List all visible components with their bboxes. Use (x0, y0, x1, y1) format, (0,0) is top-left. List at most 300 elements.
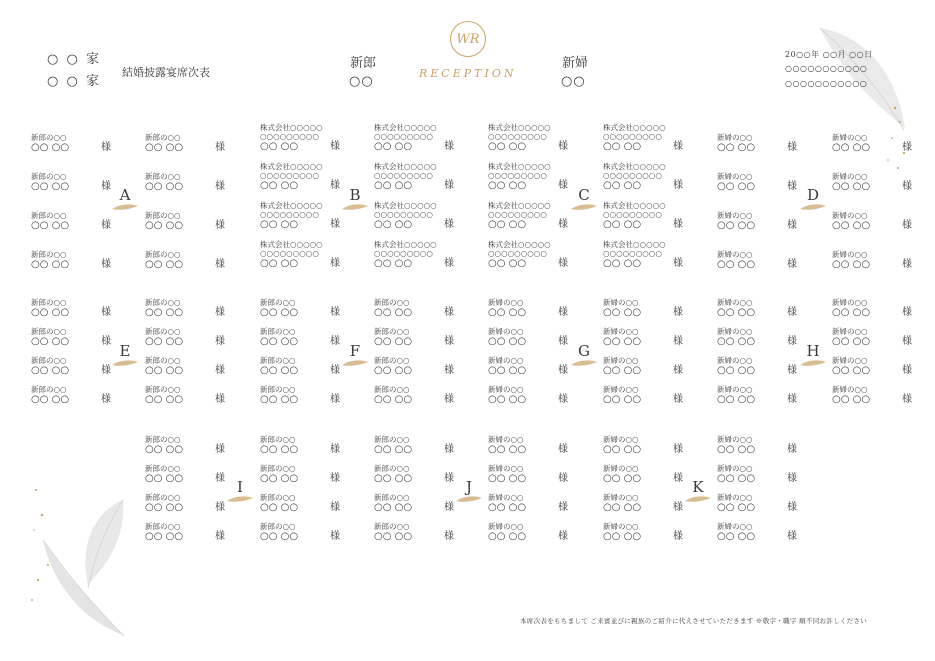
guest-name: ○○ ○○ (717, 142, 756, 153)
guest-name: ○○ ○○ (374, 531, 413, 542)
guest-name: ○○ ○○ (603, 258, 642, 269)
guest-name: ○○ ○○ (717, 444, 756, 455)
guest-entry (260, 123, 340, 153)
guest-name: ○○ ○○ (374, 219, 413, 230)
guest-relation: 新婦の○○ (488, 493, 524, 502)
guest-honorific: 様 (787, 181, 797, 192)
guest-name: ○○ ○○ (260, 444, 299, 455)
guest-relation: 株式会社○○○○○ (260, 123, 323, 132)
guest-entry (717, 522, 797, 543)
guest-entry (374, 298, 454, 319)
guest-honorific: 様 (673, 473, 683, 484)
guest-entry (260, 201, 340, 231)
table-label-e: E (119, 342, 131, 360)
guest-honorific: 様 (558, 531, 568, 542)
guest-relation: 新婦の○○ (717, 172, 753, 181)
guest-name: ○○ ○○ (488, 258, 527, 269)
guest-relation: 新婦の○○ (832, 298, 868, 307)
guest-name: ○○ ○○ (31, 307, 70, 318)
guest-honorific: 様 (215, 142, 225, 153)
guest-name: ○○ ○○ (488, 531, 527, 542)
guest-name: ○○ ○○ (31, 259, 70, 270)
guest-entry (603, 327, 683, 348)
reception-title: RECEPTION (419, 67, 517, 80)
guest-relation: 新郎の○○ (31, 385, 67, 394)
guest-relation: 株式会社○○○○○ (260, 162, 323, 171)
guest-relation: 新婦の○○ (603, 493, 639, 502)
guest-name: ○○ ○○ (145, 473, 184, 484)
guest-entry (717, 250, 797, 271)
guest-name: ○○ ○○ (603, 473, 642, 484)
guest-entry (488, 201, 568, 231)
guest-relation: 新郎の○○ (374, 435, 410, 444)
guest-name: ○○ ○○ (488, 219, 527, 230)
guest-relation: 新婦の○○ (488, 298, 524, 307)
guest-relation: 株式会社○○○○○ (603, 162, 666, 171)
guest-relation: 新婦の○○ (832, 172, 868, 181)
guest-honorific: 様 (787, 444, 797, 455)
guest-entry (374, 123, 454, 153)
guest-honorific: 様 (215, 531, 225, 542)
guest-entry (488, 162, 568, 192)
guest-honorific: 様 (215, 394, 225, 405)
guest-relation: 新婦の○○ (717, 250, 753, 259)
guest-relation: 新郎の○○ (260, 385, 296, 394)
guest-honorific: 様 (101, 220, 111, 231)
guest-title: ○○○○○○○○○ (488, 132, 547, 141)
guest-title: ○○○○○○○○○ (260, 171, 319, 180)
guest-name: ○○ ○○ (717, 307, 756, 318)
guest-entry (374, 162, 454, 192)
guest-name: ○○ ○○ (31, 142, 70, 153)
guest-entry (488, 298, 568, 319)
guest-title: ○○○○○○○○○ (374, 249, 433, 258)
guest-relation: 新郎の○○ (31, 356, 67, 365)
guest-honorific: 様 (787, 502, 797, 513)
guest-title: ○○○○○○○○○ (374, 171, 433, 180)
guest-honorific: 様 (902, 336, 912, 347)
guest-honorific: 様 (558, 141, 568, 152)
guest-entry (603, 240, 683, 270)
guest-relation: 新婦の○○ (603, 356, 639, 365)
guest-honorific: 様 (902, 307, 912, 318)
guest-entry (260, 435, 340, 456)
guest-honorific: 様 (558, 258, 568, 269)
guest-honorific: 様 (101, 307, 111, 318)
guest-entry (717, 133, 797, 154)
guest-name: ○○ ○○ (603, 180, 642, 191)
guest-name: ○○ ○○ (31, 181, 70, 192)
guest-title: ○○○○○○○○○ (260, 249, 319, 258)
guest-entry (488, 464, 568, 485)
table-label-g: G (578, 342, 590, 360)
guest-honorific: 様 (330, 180, 340, 191)
guest-honorific: 様 (444, 531, 454, 542)
guest-entry (488, 435, 568, 456)
guest-relation: 新婦の○○ (603, 435, 639, 444)
guest-honorific: 様 (558, 394, 568, 405)
guest-honorific: 様 (101, 394, 111, 405)
guest-entry (260, 298, 340, 319)
guest-honorific: 様 (101, 142, 111, 153)
guest-honorific: 様 (787, 473, 797, 484)
guest-entry (145, 435, 225, 456)
guest-name: ○○ ○○ (717, 531, 756, 542)
guest-relation: 新婦の○○ (717, 211, 753, 220)
gold-leaf-icon (799, 359, 827, 367)
guest-name: ○○ ○○ (260, 258, 299, 269)
guest-relation: 新婦の○○ (603, 327, 639, 336)
guest-name: ○○ ○○ (717, 259, 756, 270)
guest-honorific: 様 (787, 142, 797, 153)
guest-relation: 株式会社○○○○○ (260, 240, 323, 249)
guest-honorific: 様 (673, 180, 683, 191)
guest-honorific: 様 (673, 394, 683, 405)
guest-honorific: 様 (902, 394, 912, 405)
guest-relation: 新郎の○○ (260, 435, 296, 444)
guest-name: ○○ ○○ (832, 181, 871, 192)
guest-entry (832, 133, 912, 154)
guest-entry (603, 162, 683, 192)
gold-leaf-icon (226, 495, 254, 503)
guest-entry (717, 327, 797, 348)
gold-leaf-icon (111, 203, 139, 211)
guest-relation: 新郎の○○ (145, 435, 181, 444)
guest-relation: 新郎の○○ (145, 356, 181, 365)
guest-title: ○○○○○○○○○ (374, 132, 433, 141)
guest-relation: 株式会社○○○○○ (488, 240, 551, 249)
guest-honorific: 様 (444, 258, 454, 269)
guest-name: ○○ ○○ (488, 394, 527, 405)
guest-name: ○○ ○○ (488, 141, 527, 152)
guest-relation: 新郎の○○ (31, 298, 67, 307)
guest-entry (717, 211, 797, 232)
guest-name: ○○ ○○ (488, 307, 527, 318)
guest-relation: 新婦の○○ (488, 522, 524, 531)
guest-relation: 新郎の○○ (260, 464, 296, 473)
groom-name: ○○ (349, 74, 374, 89)
guest-honorific: 様 (215, 307, 225, 318)
venue-line-2: ○○○○○○○○○○○ (785, 79, 868, 88)
guest-name: ○○ ○○ (145, 259, 184, 270)
guest-entry (374, 240, 454, 270)
guest-relation: 新婦の○○ (717, 464, 753, 473)
page-title: 結婚披露宴席次表 (122, 66, 210, 79)
guest-name: ○○ ○○ (31, 336, 70, 347)
guest-name: ○○ ○○ (145, 220, 184, 231)
guest-name: ○○ ○○ (145, 181, 184, 192)
guest-entry (488, 522, 568, 543)
guest-entry (832, 356, 912, 377)
guest-relation: 新婦の○○ (832, 356, 868, 365)
guest-name: ○○ ○○ (374, 394, 413, 405)
guest-name: ○○ ○○ (260, 336, 299, 347)
guest-honorific: 様 (444, 365, 454, 376)
guest-relation: 新郎の○○ (145, 172, 181, 181)
guest-honorific: 様 (787, 365, 797, 376)
table-label-d: D (806, 186, 820, 204)
guest-entry (374, 201, 454, 231)
guest-name: ○○ ○○ (145, 502, 184, 513)
family-left-2: ○ ○ 家 (47, 74, 101, 89)
guest-entry (717, 464, 797, 485)
guest-title: ○○○○○○○○○ (603, 210, 662, 219)
guest-honorific: 様 (673, 502, 683, 513)
guest-name: ○○ ○○ (832, 142, 871, 153)
guest-title: ○○○○○○○○○ (603, 171, 662, 180)
guest-relation: 株式会社○○○○○ (374, 162, 437, 171)
guest-name: ○○ ○○ (488, 180, 527, 191)
guest-honorific: 様 (787, 307, 797, 318)
guest-relation: 新郎の○○ (374, 385, 410, 394)
gold-leaf-icon (341, 203, 369, 211)
guest-honorific: 様 (558, 307, 568, 318)
guest-name: ○○ ○○ (603, 307, 642, 318)
guest-relation: 新郎の○○ (145, 211, 181, 220)
guest-honorific: 様 (673, 141, 683, 152)
guest-name: ○○ ○○ (374, 502, 413, 513)
guest-name: ○○ ○○ (832, 336, 871, 347)
bride-name: ○○ (561, 74, 586, 89)
venue-line-1: ○○○○○○○○○○○ (785, 64, 868, 73)
guest-name: ○○ ○○ (488, 336, 527, 347)
guest-honorific: 様 (558, 219, 568, 230)
guest-honorific: 様 (673, 365, 683, 376)
guest-honorific: 様 (101, 336, 111, 347)
guest-name: ○○ ○○ (603, 502, 642, 513)
guest-entry (374, 522, 454, 543)
guest-honorific: 様 (330, 502, 340, 513)
guest-entry (145, 522, 225, 543)
guest-honorific: 様 (787, 220, 797, 231)
guest-entry (145, 298, 225, 319)
guest-honorific: 様 (673, 219, 683, 230)
guest-relation: 新郎の○○ (374, 298, 410, 307)
guest-honorific: 様 (215, 181, 225, 192)
groom-label: 新郎 (350, 56, 377, 71)
guest-relation: 新婦の○○ (717, 522, 753, 531)
guest-name: ○○ ○○ (374, 473, 413, 484)
guest-relation: 新婦の○○ (717, 327, 753, 336)
guest-relation: 新婦の○○ (603, 298, 639, 307)
guest-name: ○○ ○○ (488, 365, 527, 376)
guest-name: ○○ ○○ (374, 307, 413, 318)
guest-name: ○○ ○○ (31, 365, 70, 376)
guest-relation: 株式会社○○○○○ (488, 123, 551, 132)
guest-name: ○○ ○○ (260, 502, 299, 513)
feather-decoration-top-right (800, 18, 915, 178)
guest-relation: 新婦の○○ (488, 327, 524, 336)
guest-entry (603, 298, 683, 319)
gold-leaf-icon (570, 359, 598, 367)
guest-name: ○○ ○○ (603, 141, 642, 152)
guest-relation: 新婦の○○ (603, 385, 639, 394)
guest-relation: 新婦の○○ (717, 385, 753, 394)
guest-name: ○○ ○○ (145, 142, 184, 153)
guest-entry (603, 356, 683, 377)
guest-relation: 新婦の○○ (488, 385, 524, 394)
guest-honorific: 様 (673, 258, 683, 269)
guest-entry (832, 298, 912, 319)
guest-entry (31, 133, 111, 154)
table-label-c: C (578, 186, 590, 204)
guest-entry (603, 493, 683, 514)
guest-entry (31, 298, 111, 319)
gold-leaf-icon (111, 359, 139, 367)
guest-name: ○○ ○○ (145, 307, 184, 318)
guest-entry (31, 250, 111, 271)
guest-entry (832, 172, 912, 193)
guest-relation: 新婦の○○ (488, 435, 524, 444)
guest-name: ○○ ○○ (832, 365, 871, 376)
guest-relation: 株式会社○○○○○ (260, 201, 323, 210)
guest-relation: 新郎の○○ (260, 298, 296, 307)
guest-honorific: 様 (215, 444, 225, 455)
guest-honorific: 様 (673, 444, 683, 455)
guest-entry (374, 464, 454, 485)
guest-relation: 新郎の○○ (31, 211, 67, 220)
guest-entry (832, 327, 912, 348)
footer-note: 本席次表をもちまして ご来賓並びに親族のご紹介に代えさせていただきます ※敬字・職字 順不同お許しください (520, 617, 868, 625)
guest-honorific: 様 (787, 531, 797, 542)
guest-entry (31, 385, 111, 406)
guest-honorific: 様 (330, 394, 340, 405)
table-label-k: K (692, 478, 704, 496)
guest-entry (717, 172, 797, 193)
guest-entry (145, 211, 225, 232)
guest-entry (603, 201, 683, 231)
guest-relation: 株式会社○○○○○ (488, 162, 551, 171)
guest-relation: 新婦の○○ (832, 211, 868, 220)
guest-entry (31, 172, 111, 193)
guest-relation: 新郎の○○ (31, 172, 67, 181)
guest-entry (488, 356, 568, 377)
guest-entry (832, 211, 912, 232)
guest-honorific: 様 (673, 336, 683, 347)
guest-relation: 新郎の○○ (31, 250, 67, 259)
guest-entry (145, 172, 225, 193)
guest-honorific: 様 (558, 365, 568, 376)
guest-name: ○○ ○○ (260, 473, 299, 484)
guest-honorific: 様 (444, 219, 454, 230)
guest-entry (717, 298, 797, 319)
guest-relation: 新婦の○○ (717, 356, 753, 365)
guest-name: ○○ ○○ (603, 531, 642, 542)
table-label-a: A (119, 186, 131, 204)
guest-relation: 新郎の○○ (145, 385, 181, 394)
guest-honorific: 様 (673, 531, 683, 542)
guest-relation: 株式会社○○○○○ (603, 123, 666, 132)
guest-honorific: 様 (787, 394, 797, 405)
guest-honorific: 様 (330, 473, 340, 484)
guest-name: ○○ ○○ (374, 336, 413, 347)
guest-honorific: 様 (215, 220, 225, 231)
guest-name: ○○ ○○ (374, 444, 413, 455)
guest-relation: 新婦の○○ (832, 385, 868, 394)
guest-entry (603, 522, 683, 543)
guest-honorific: 様 (444, 307, 454, 318)
guest-relation: 新郎の○○ (145, 298, 181, 307)
guest-entry (488, 123, 568, 153)
guest-name: ○○ ○○ (717, 365, 756, 376)
guest-relation: 株式会社○○○○○ (374, 240, 437, 249)
guest-entry (260, 162, 340, 192)
guest-relation: 株式会社○○○○○ (488, 201, 551, 210)
guest-relation: 株式会社○○○○○ (374, 123, 437, 132)
guest-relation: 新婦の○○ (717, 493, 753, 502)
family-names (47, 49, 101, 93)
guest-entry (145, 493, 225, 514)
guest-relation: 株式会社○○○○○ (603, 201, 666, 210)
guest-name: ○○ ○○ (374, 258, 413, 269)
table-label-i: I (237, 478, 243, 496)
guest-entry (488, 493, 568, 514)
table-label-f: F (349, 342, 361, 360)
guest-entry (488, 327, 568, 348)
guest-title: ○○○○○○○○○ (488, 249, 547, 258)
guest-name: ○○ ○○ (717, 502, 756, 513)
guest-honorific: 様 (215, 365, 225, 376)
monogram-logo: WR (450, 21, 486, 57)
guest-entry (374, 385, 454, 406)
guest-title: ○○○○○○○○○ (488, 210, 547, 219)
guest-relation: 新婦の○○ (488, 356, 524, 365)
guest-entry (488, 240, 568, 270)
guest-relation: 新郎の○○ (31, 327, 67, 336)
guest-honorific: 様 (444, 502, 454, 513)
guest-name: ○○ ○○ (145, 531, 184, 542)
guest-entry (260, 356, 340, 377)
guest-entry (832, 250, 912, 271)
guest-honorific: 様 (330, 141, 340, 152)
guest-title: ○○○○○○○○○ (260, 210, 319, 219)
guest-honorific: 様 (330, 219, 340, 230)
guest-name: ○○ ○○ (260, 531, 299, 542)
guest-honorific: 様 (558, 502, 568, 513)
guest-entry (145, 464, 225, 485)
guest-name: ○○ ○○ (260, 307, 299, 318)
guest-honorific: 様 (215, 336, 225, 347)
guest-entry (717, 435, 797, 456)
guest-entry (374, 327, 454, 348)
gold-leaf-icon (799, 203, 827, 211)
guest-title: ○○○○○○○○○ (260, 132, 319, 141)
guest-entry (260, 240, 340, 270)
guest-name: ○○ ○○ (31, 394, 70, 405)
guest-relation: 新郎の○○ (145, 133, 181, 142)
gold-leaf-icon (341, 359, 369, 367)
guest-name: ○○ ○○ (603, 444, 642, 455)
guest-honorific: 様 (330, 258, 340, 269)
guest-honorific: 様 (215, 259, 225, 270)
guest-honorific: 様 (558, 180, 568, 191)
guest-honorific: 様 (330, 336, 340, 347)
guest-name: ○○ ○○ (374, 365, 413, 376)
family-left-1: ○ ○ 家 (47, 52, 101, 67)
wedding-date: 20○○年 ○○月 ○○日 (785, 50, 873, 59)
guest-honorific: 様 (902, 259, 912, 270)
guest-relation: 新婦の○○ (832, 250, 868, 259)
guest-name: ○○ ○○ (260, 365, 299, 376)
guest-honorific: 様 (330, 365, 340, 376)
guest-honorific: 様 (444, 444, 454, 455)
guest-name: ○○ ○○ (260, 180, 299, 191)
guest-honorific: 様 (101, 181, 111, 192)
guest-honorific: 様 (558, 473, 568, 484)
gold-leaf-icon (684, 495, 712, 503)
guest-entry (374, 493, 454, 514)
table-label-j: J (465, 478, 472, 496)
